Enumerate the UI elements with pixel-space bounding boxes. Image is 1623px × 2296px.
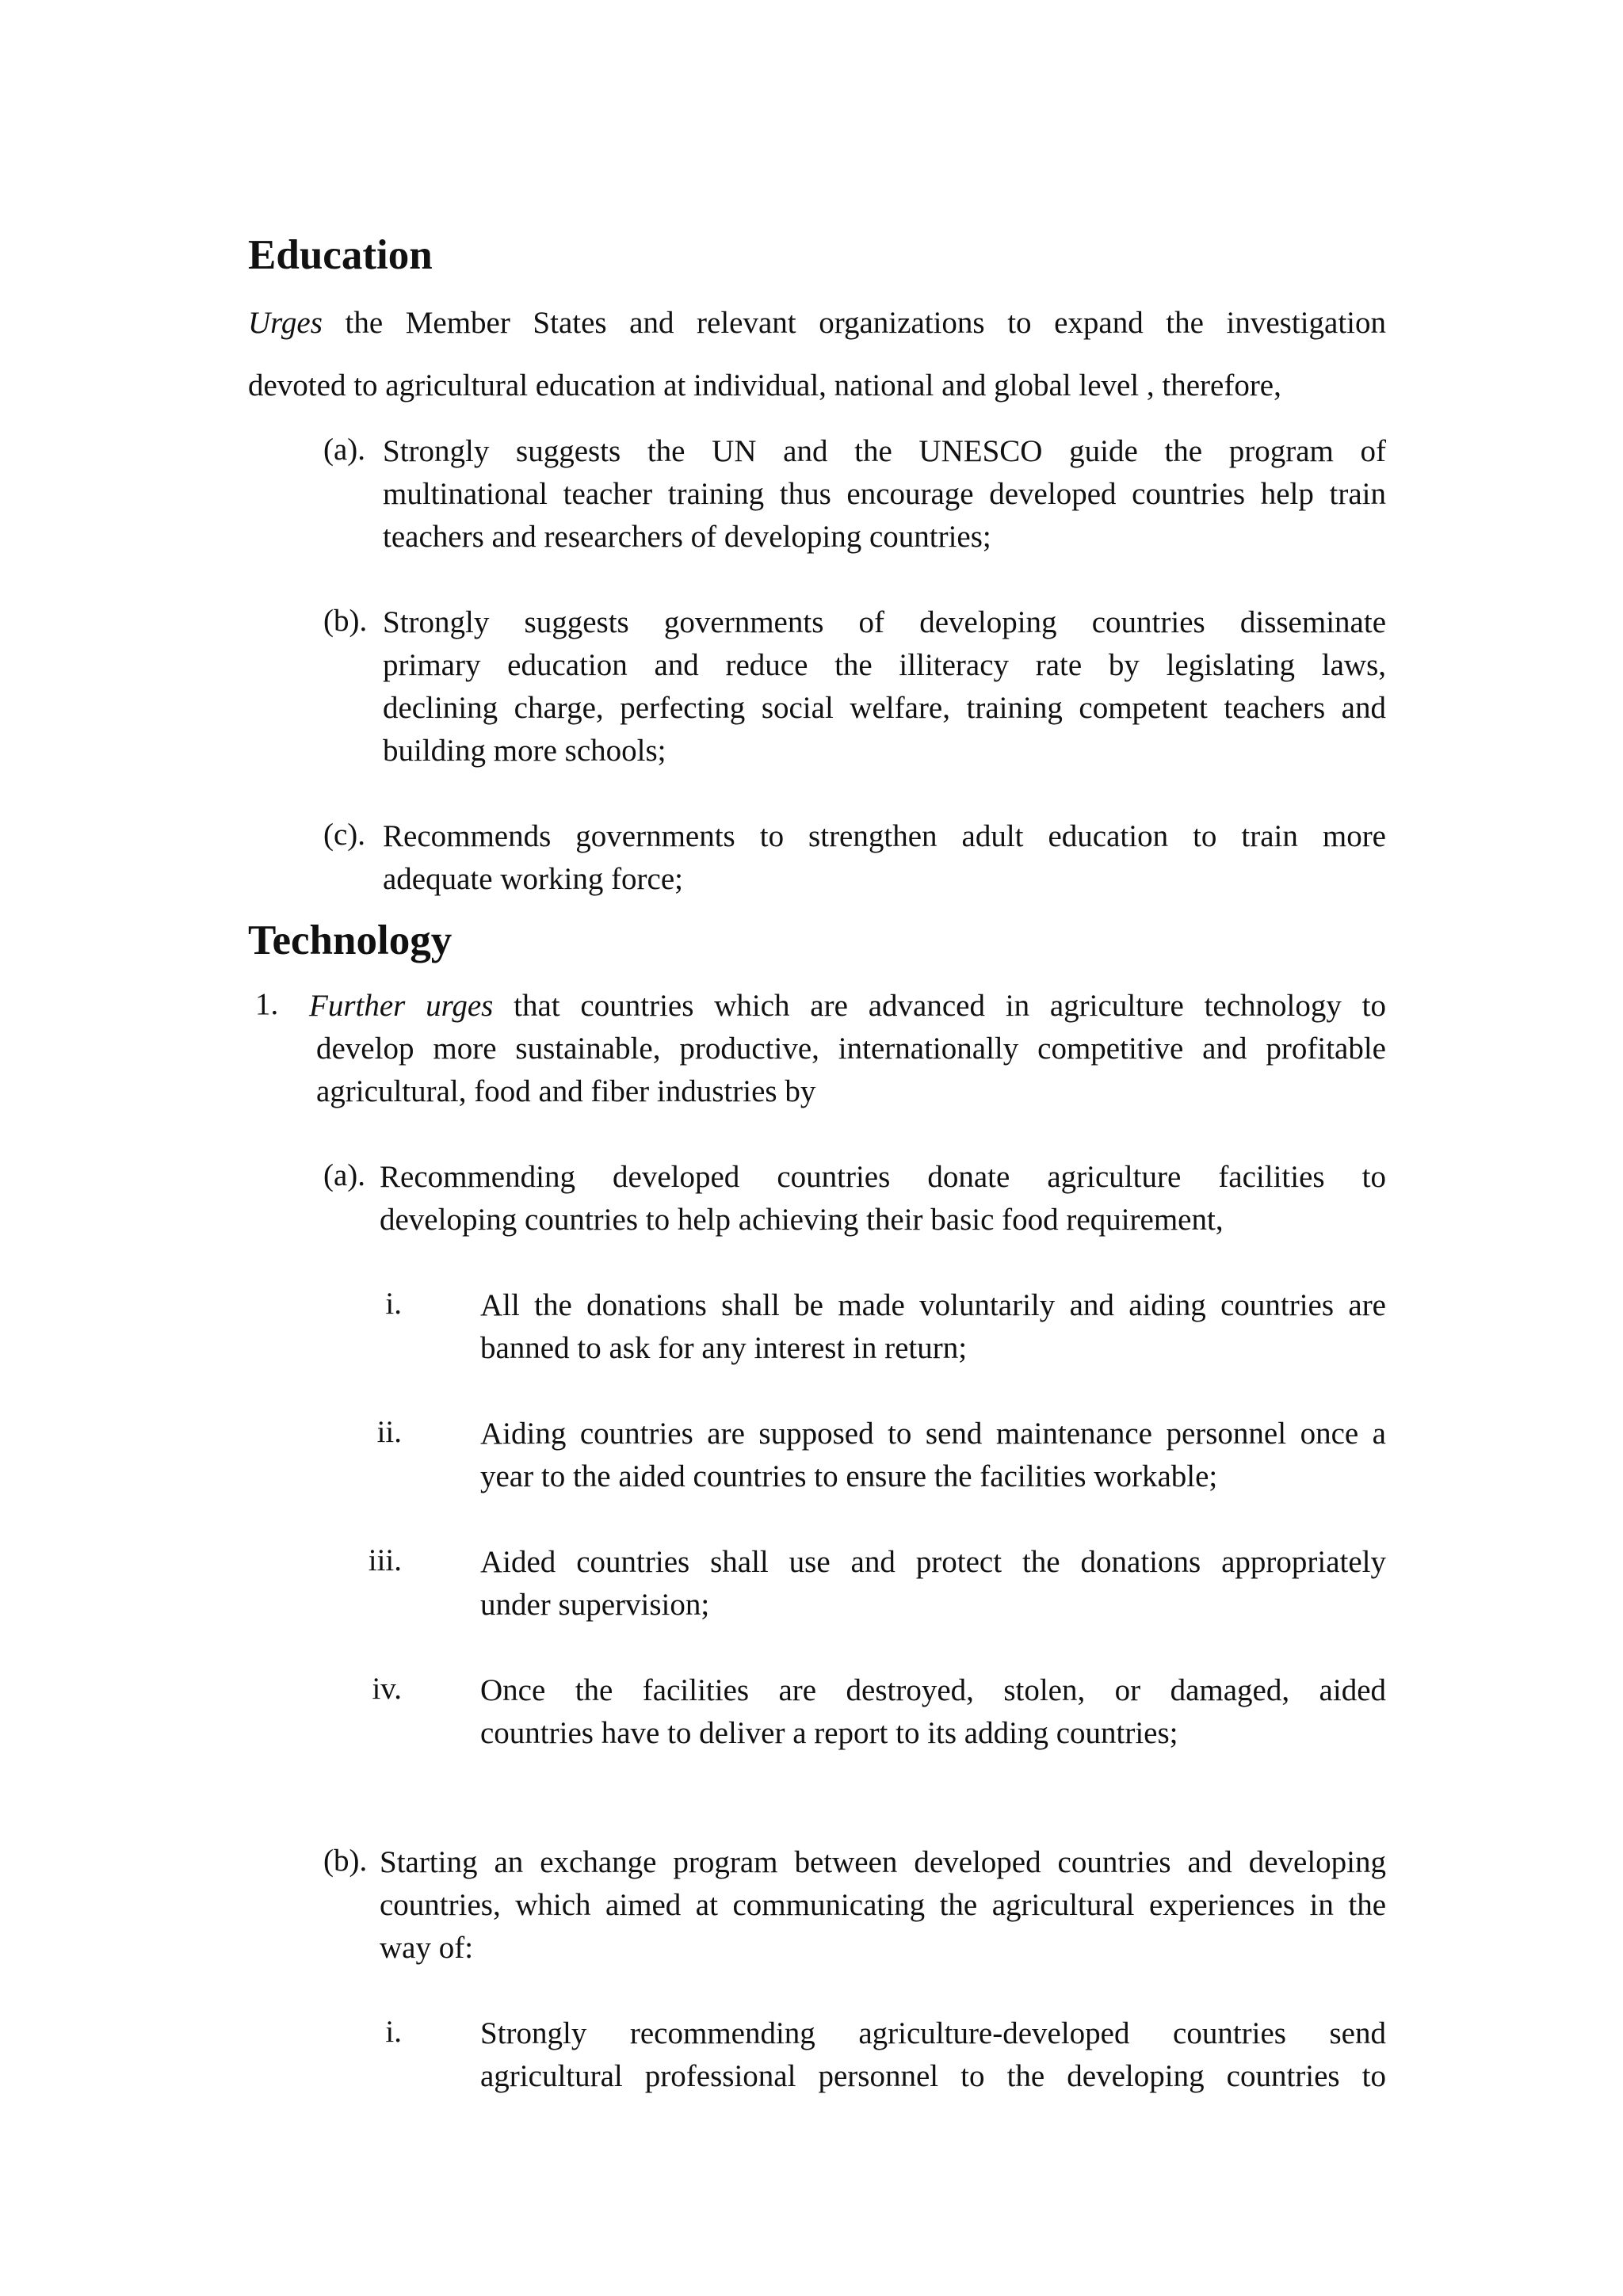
- technology-item-b-marker: (b).: [323, 1844, 368, 1878]
- technology-a-subitem-iii-line: under supervision;: [480, 1588, 710, 1622]
- education-item-a: [383, 430, 1386, 559]
- technology-a-subitem-iv-line: countries have to deliver a report to its adding countries;: [480, 1716, 1178, 1750]
- technology-a-subitem-iii-marker: iii.: [368, 1543, 402, 1577]
- technology-item-a-line: Recommending developed countries donate agriculture facilities to: [380, 1160, 1386, 1194]
- clause-1-first-line: [309, 985, 1386, 1028]
- education-item-b-line: primary education and reduce the illiteracy rate by legislating laws,: [383, 648, 1386, 682]
- education-item-c-marker: (c).: [323, 818, 366, 852]
- education-item-a-line: teachers and researchers of developing countries;: [383, 520, 991, 554]
- education-intro-line-2: devoted to agricultural education at individual, national and global level , therefore,: [248, 368, 1281, 402]
- education-item-a-line: multinational teacher training thus encourage developed countries help train: [383, 477, 1386, 511]
- education-item-b-marker: (b).: [323, 604, 368, 638]
- technology-a-subitem-i-marker: i.: [385, 1287, 402, 1321]
- clause-1-keyword: Further urges: [309, 989, 494, 1023]
- education-intro-line-1-rest: the Member States and relevant organizations to expand the investigation: [345, 306, 1387, 340]
- technology-item-b-line: way of:: [380, 1931, 474, 1965]
- education-item-c-line: adequate working force;: [383, 862, 683, 896]
- education-item-c-line: Recommends governments to strengthen adult education to train more: [383, 819, 1386, 853]
- technology-a-subitem-iii: [480, 1541, 1386, 1627]
- technology-b-subitem-i-line: Strongly recommending agriculture-developed countries send: [480, 2016, 1386, 2050]
- education-intro-line-1: [248, 301, 1386, 345]
- technology-a-subitem-i-line: All the donations shall be made voluntarily and aiding countries are: [480, 1288, 1386, 1322]
- technology-item-a-marker: (a).: [323, 1158, 366, 1192]
- technology-a-subitem-iv-marker: iv.: [372, 1672, 402, 1706]
- education-item-a-line: Strongly suggests the UN and the UNESCO guide the program of: [383, 434, 1386, 468]
- technology-a-subitem-ii-marker: ii.: [376, 1415, 402, 1449]
- clause-1-line: agricultural, food and fiber industries by: [316, 1074, 816, 1108]
- technology-item-a-line: developing countries to help achieving their basic food requirement,: [380, 1203, 1224, 1237]
- technology-a-subitem-ii-line: Aiding countries are supposed to send maintenance personnel once a: [480, 1417, 1386, 1451]
- technology-item-b-line: Starting an exchange program between developed countries and developing: [380, 1845, 1386, 1879]
- education-intro-2: [248, 366, 1386, 406]
- technology-a-subitem-ii-line: year to the aided countries to ensure the facilities workable;: [480, 1459, 1218, 1493]
- technology-item-b-line: countries, which aimed at communicating the agricultural experiences in the: [380, 1888, 1386, 1922]
- clause-1-line-1: [309, 985, 1386, 1028]
- technology-item-a: [380, 1156, 1386, 1241]
- clause-1-marker: 1.: [255, 987, 279, 1021]
- education-item-a-marker: (a).: [323, 433, 366, 467]
- technology-a-subitem-ii: [480, 1413, 1386, 1498]
- education-item-c: [383, 815, 1386, 901]
- education-item-b-line: Strongly suggests governments of developing countries disseminate: [383, 605, 1386, 639]
- clause-1-rest: [316, 1028, 1386, 1113]
- section-heading-education: Education: [248, 232, 433, 278]
- technology-a-subitem-iii-line: Aided countries shall use and protect the donations appropriately: [480, 1545, 1386, 1579]
- technology-b-subitem-i-line: agricultural professional personnel to the developing countries to: [480, 2059, 1386, 2093]
- clause-1-line: develop more sustainable, productive, internationally competitive and profitable: [316, 1032, 1386, 1066]
- education-intro: [248, 301, 1386, 345]
- clause-1-line-1-rest: that countries which are advanced in agriculture technology to: [514, 989, 1387, 1023]
- education-intro-keyword: Urges: [248, 306, 323, 340]
- technology-a-subitem-i-line: banned to ask for any interest in return;: [480, 1331, 968, 1365]
- education-item-b-line: building more schools;: [383, 734, 666, 768]
- technology-a-subitem-i: [480, 1284, 1386, 1370]
- technology-item-b: [380, 1841, 1386, 1970]
- section-heading-technology: Technology: [248, 917, 453, 963]
- education-item-b: [383, 601, 1386, 772]
- technology-b-subitem-i: [480, 2012, 1386, 2098]
- technology-a-subitem-iv: [480, 1669, 1386, 1755]
- technology-b-subitem-i-marker: i.: [385, 2015, 402, 2049]
- education-item-b-line: declining charge, perfecting social welfare, training competent teachers and: [383, 691, 1386, 725]
- technology-a-subitem-iv-line: Once the facilities are destroyed, stolen, or damaged, aided: [480, 1673, 1386, 1707]
